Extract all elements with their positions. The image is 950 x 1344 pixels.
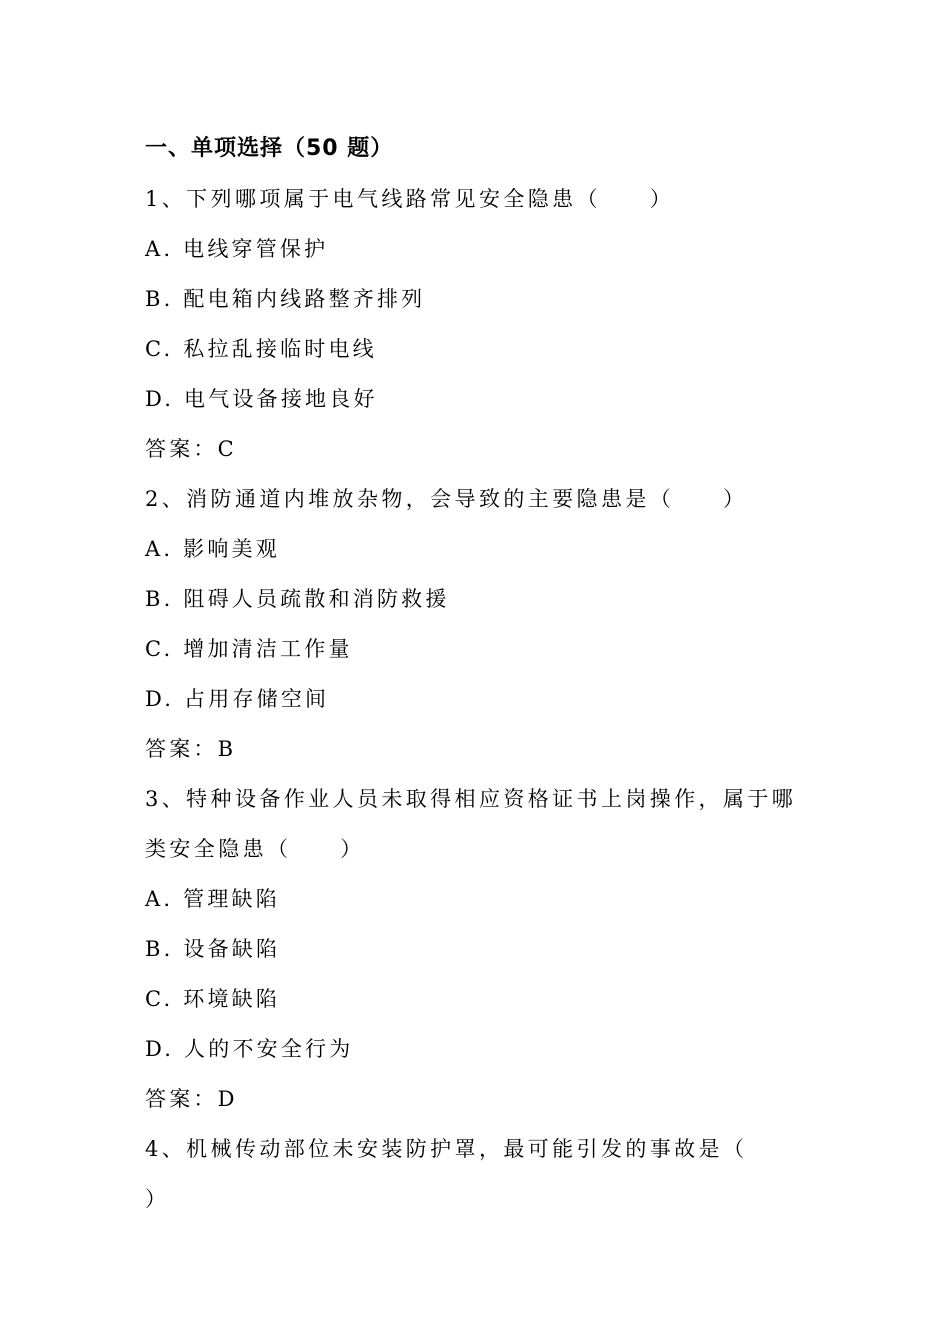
option-a: A. 电线穿管保护 <box>145 237 329 261</box>
answer: 答案：B <box>145 737 237 761</box>
document-page <box>145 124 810 1224</box>
option-d: D. 电气设备接地良好 <box>145 387 378 411</box>
question-stem: 1、下列哪项属于电气线路常见安全隐患（ ） <box>145 187 675 211</box>
question-block <box>145 474 810 774</box>
option-b: B. 阻碍人员疏散和消防救援 <box>145 587 450 611</box>
question-stem: 2、消防通道内堆放杂物，会导致的主要隐患是（ ） <box>145 487 748 511</box>
option-c: C. 增加清洁工作量 <box>145 637 353 661</box>
question-block <box>145 1124 810 1224</box>
answer: 答案：D <box>145 1087 238 1111</box>
question-stem: 3、特种设备作业人员未取得相应资格证书上岗操作，属于哪类安全隐患（ ） <box>145 787 797 861</box>
option-c: C. 环境缺陷 <box>145 987 281 1011</box>
question-stem: 4、机械传动部位未安装防护罩，最可能引发的事故是（ ） <box>145 1137 797 1211</box>
answer: 答案：C <box>145 437 237 461</box>
option-d: D. 占用存储空间 <box>145 687 330 711</box>
question-block <box>145 774 810 1124</box>
question-block <box>145 174 810 474</box>
option-a: A. 管理缺陷 <box>145 887 280 911</box>
section-title: 一、单项选择（50 题） <box>145 136 394 161</box>
option-d: D. 人的不安全行为 <box>145 1037 354 1061</box>
option-c: C. 私拉乱接临时电线 <box>145 337 377 361</box>
option-a: A. 影响美观 <box>145 537 280 561</box>
option-b: B. 配电箱内线路整齐排列 <box>145 287 426 311</box>
option-b: B. 设备缺陷 <box>145 937 281 961</box>
